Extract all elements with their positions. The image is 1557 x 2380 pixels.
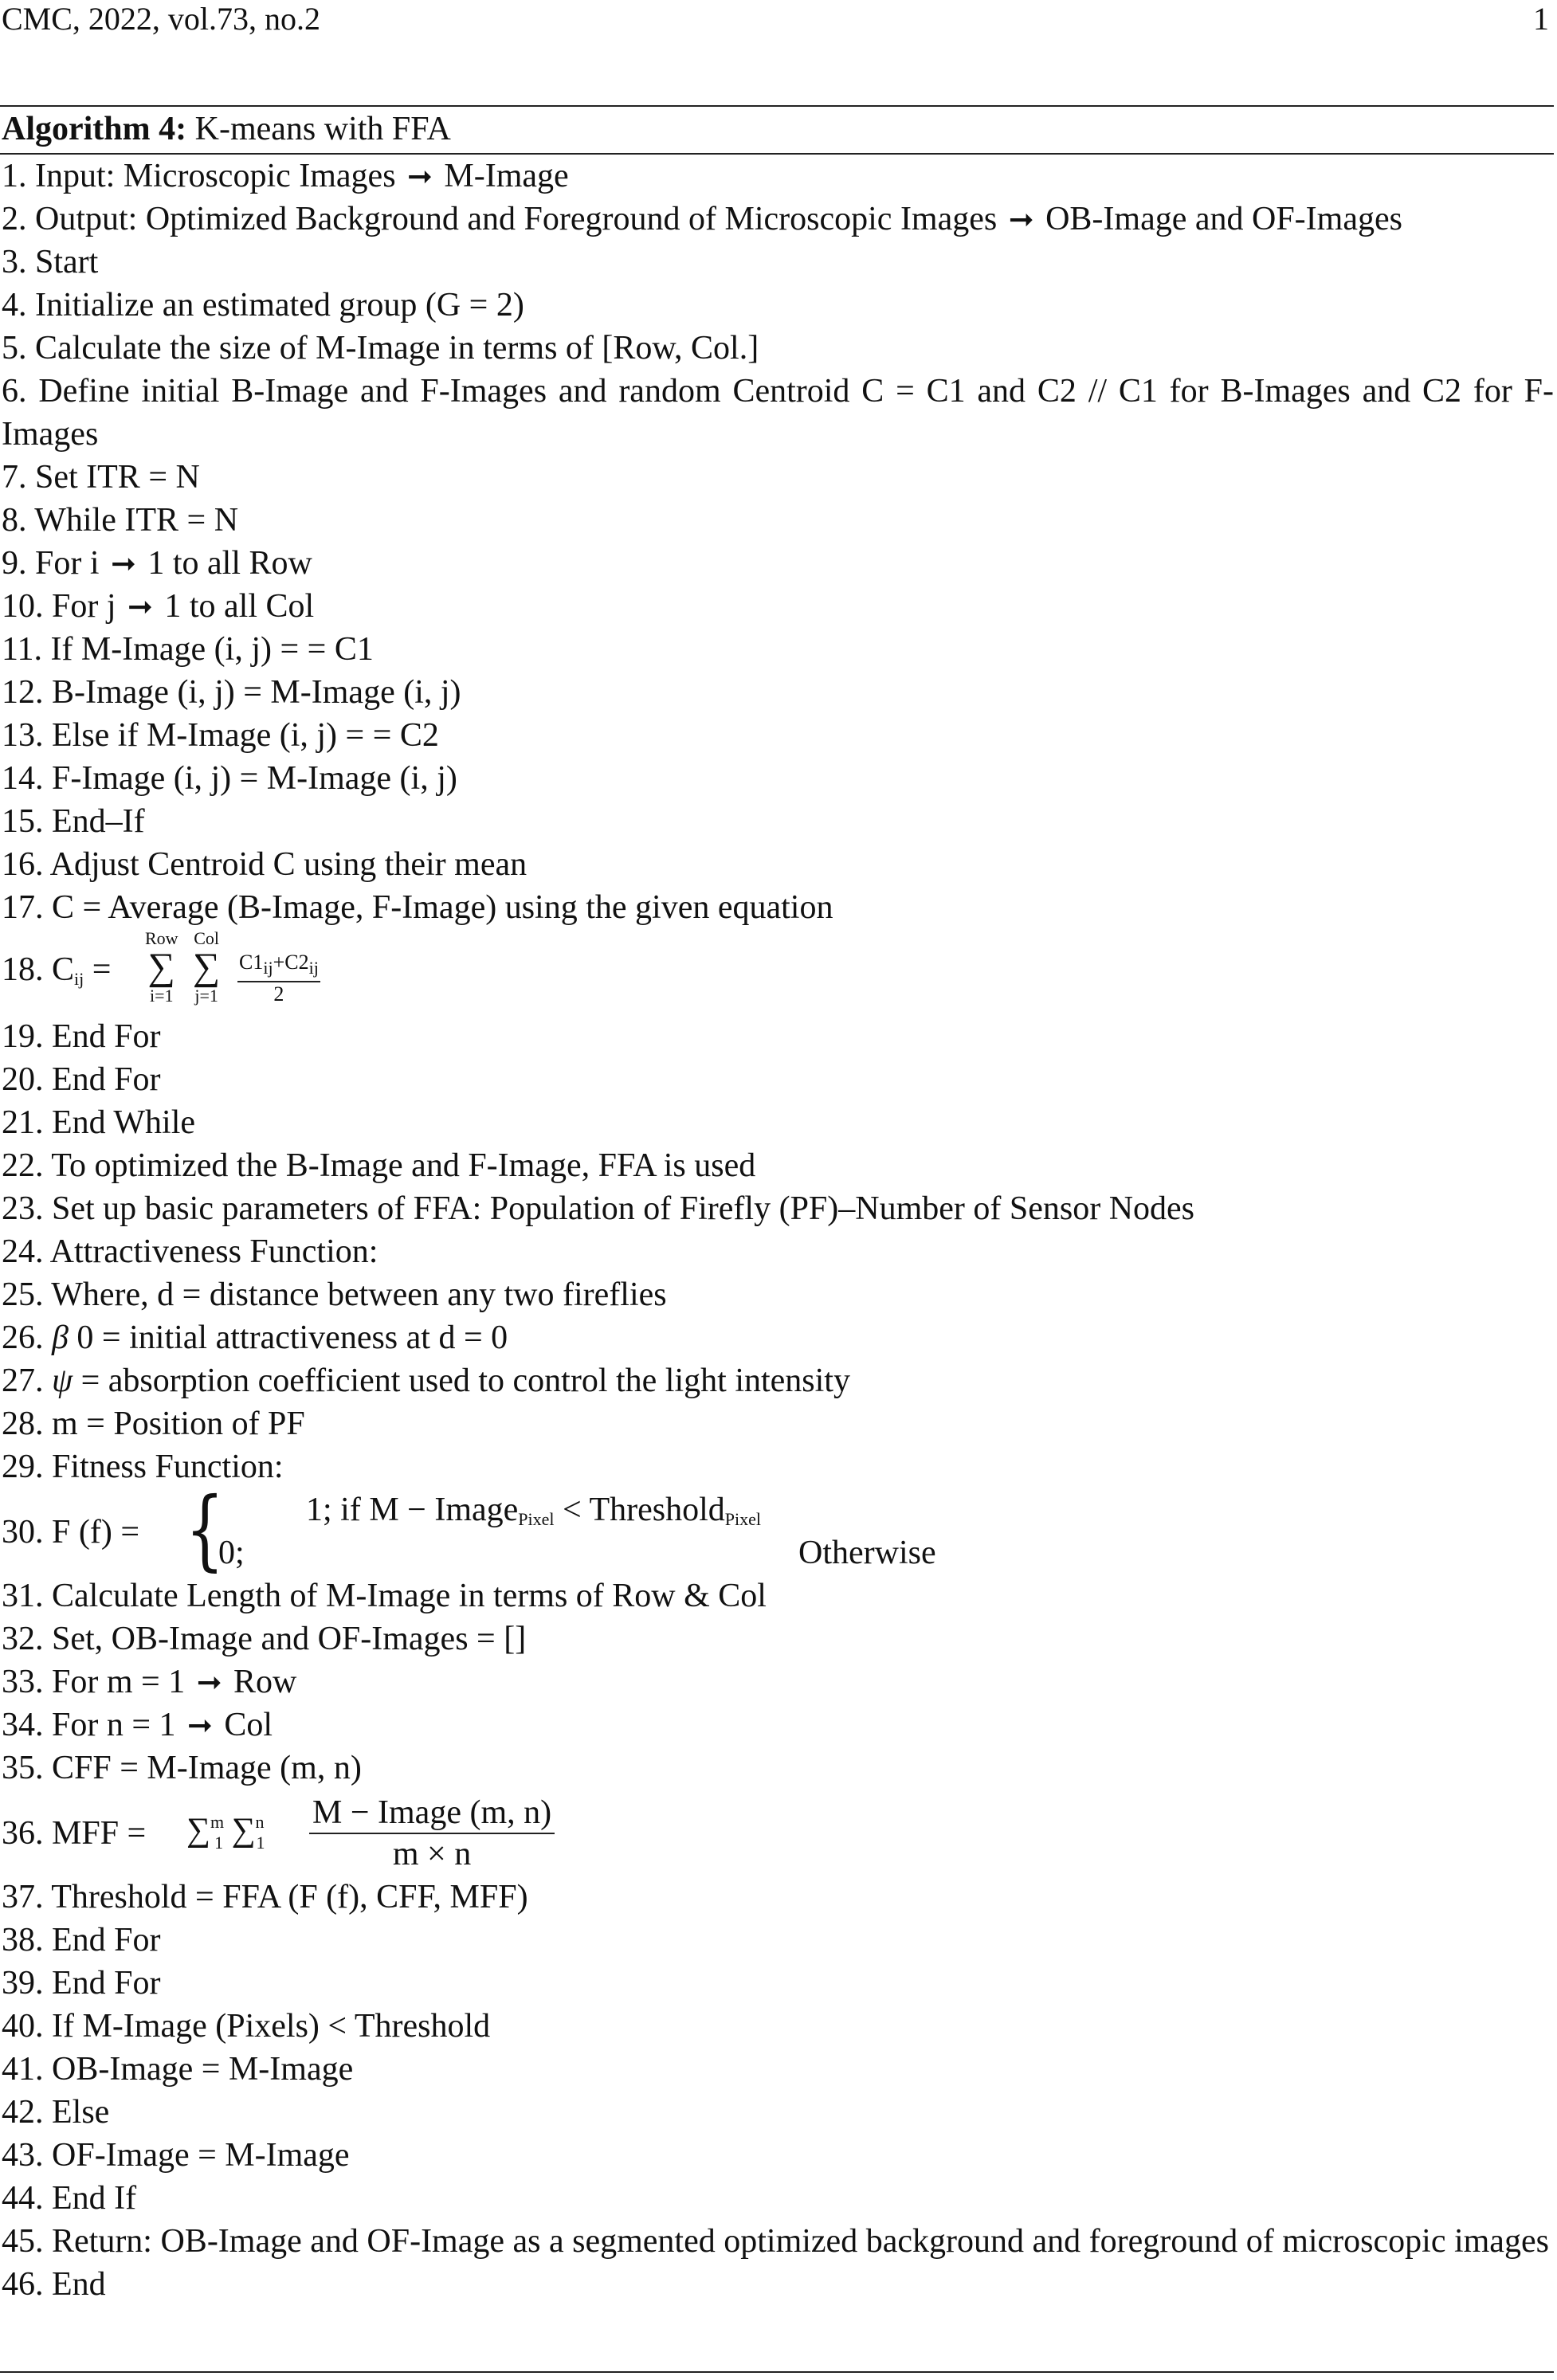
right-arrow-icon: ➞ [111,546,136,581]
eq18-sum-rows: Row ∑ i=1 [145,928,178,1006]
algo-line-11: 11. If M-Image (i, j) = = C1 [2,631,374,668]
algo-line-45: 45. Return: OB-Image and OF-Image as a segmented optimized background and foreground of microscopic images [2,2223,1549,2260]
algo-line-25: 25. Where, d = distance between any two fireflies [2,1276,667,1313]
eq30-label: 30. F (f) = [2,1514,140,1551]
algo-line-33: 33. For m = 1 ➞ Row [2,1661,1554,1704]
right-arrow-icon: ➞ [187,1708,213,1743]
algo-line-27: 27. ψ = absorption coefficient used to control the light intensity [2,1363,850,1399]
algo-line-2: 2. Output: Optimized Background and Foreground of Microscopic Images ➞ OB-Image and OF-Images [2,198,1554,241]
algo-line-13: 13. Else if M-Image (i, j) = = C2 [2,717,439,754]
psi-symbol: ψ [52,1363,73,1399]
algo-line-37: 37. Threshold = FFA (F (f), CFF, MFF) [2,1879,528,1915]
eq18-fraction: $\frac{C1_{ij}+C2_{ij}}{2}$ [239,951,319,1006]
algo-line-35: 35. CFF = M-Image (m, n) [2,1750,362,1786]
right-arrow-icon: ➞ [407,159,433,194]
algorithm-title [2,108,451,150]
algo-line-7: 7. Set ITR = N [2,459,200,496]
eq30-case-1: 1; if M − ImagePixel < ThresholdPixel [306,1492,761,1529]
algo-line-40: 40. If M-Image (Pixels) < Threshold [2,2008,491,2045]
page-header [0,0,1557,48]
algo-line-4: 4. Initialize an estimated group (G = 2) [2,287,524,323]
algorithm-label: Algorithm 4: [2,111,187,147]
algo-line-16: 16. Adjust Centroid C using their mean [2,846,527,883]
equation-36-mff [2,1790,1554,1876]
algorithm-body [2,155,1554,2306]
algo-line-29: 29. Fitness Function: [2,1449,284,1485]
eq36-label: 36. MFF = [2,1815,147,1852]
right-arrow-icon: ➞ [1008,202,1034,237]
algo-line-17: 17. C = Average (B-Image, F-Image) using the given equation [2,889,833,926]
algo-line-26: 26. β 0 = initial attractiveness at d = 0 [2,1319,508,1356]
right-arrow-icon: ➞ [196,1664,222,1700]
page-number: 1 [1533,1,1549,37]
algo-line-14: 14. F-Image (i, j) = M-Image (i, j) [2,760,457,797]
right-arrow-icon: ➞ [127,589,153,624]
eq18-label: 18. $C_{ij}$ = [2,951,112,989]
algo-line-28: 28. m = Position of PF [2,1406,305,1442]
equation-30-fitness [2,1478,1554,1580]
algo-line-3: 3. Start [2,244,99,280]
eq36-sums: ∑$^m_1$ ∑$^n_1$ [186,1812,265,1853]
eq18-sum-cols: Col ∑ j=1 [193,928,221,1006]
algo-line-1: 1. Input: Microscopic Images ➞ M-Image [2,155,1554,198]
journal-citation: CMC, 2022, vol.73, no.2 [2,1,321,37]
algo-line-23: 23. Set up basic parameters of FFA: Population of Firefly (PF)–Number of Sensor Nodes [2,1190,1195,1227]
eq36-fraction: M − Image (m, n) m × n [309,1793,555,1874]
algo-line-5: 5. Calculate the size of M-Image in terms of [Row, Col.] [2,330,759,367]
eq30-brace: { [185,1478,225,1580]
eq30-case-2-value: 0; [218,1535,245,1571]
algo-line-34: 34. For n = 1 ➞ Col [2,1704,1554,1747]
algo-line-44: 44. End If [2,2180,137,2217]
algo-line-39: 39. End For [2,1965,161,2002]
algo-line-6: 6. Define initial B-Image and F-Images and random Centroid C = C1 and C2 // C1 for B-Images and C2 for F-Images [2,373,1554,453]
algorithm-name: K-means with FFA [186,111,451,147]
algo-line-38: 38. End For [2,1922,161,1959]
algo-line-32: 32. Set, OB-Image and OF-Images = [] [2,1621,527,1657]
algo-line-15: 15. End–If [2,803,145,840]
eq30-case-2-condition: Otherwise [798,1535,936,1571]
algo-line-12: 12. B-Image (i, j) = M-Image (i, j) [2,674,461,711]
algo-line-24: 24. Attractiveness Function: [2,1233,378,1270]
algo-line-21: 21. End While [2,1104,196,1141]
algorithm-bottom-rule [0,2371,1554,2373]
beta-symbol: β [52,1319,69,1356]
algo-line-20: 20. End For [2,1061,161,1098]
algo-line-41: 41. OB-Image = M-Image [2,2051,354,2088]
equation-18-centroid [2,929,1554,1015]
algo-line-9: 9. For i ➞ 1 to all Row [2,542,1554,585]
algo-line-22: 22. To optimized the B-Image and F-Image, FFA is used [2,1147,756,1184]
algo-line-8: 8. While ITR = N [2,502,239,539]
algo-line-46: 46. End [2,2266,106,2303]
algo-line-43: 43. OF-Image = M-Image [2,2137,350,2174]
algorithm-top-rule [0,105,1554,107]
algo-line-31: 31. Calculate Length of M-Image in terms of Row & Col [2,1578,767,1614]
algo-line-19: 19. End For [2,1018,161,1055]
algo-line-10: 10. For j ➞ 1 to all Col [2,585,1554,628]
algo-line-42: 42. Else [2,2094,110,2131]
